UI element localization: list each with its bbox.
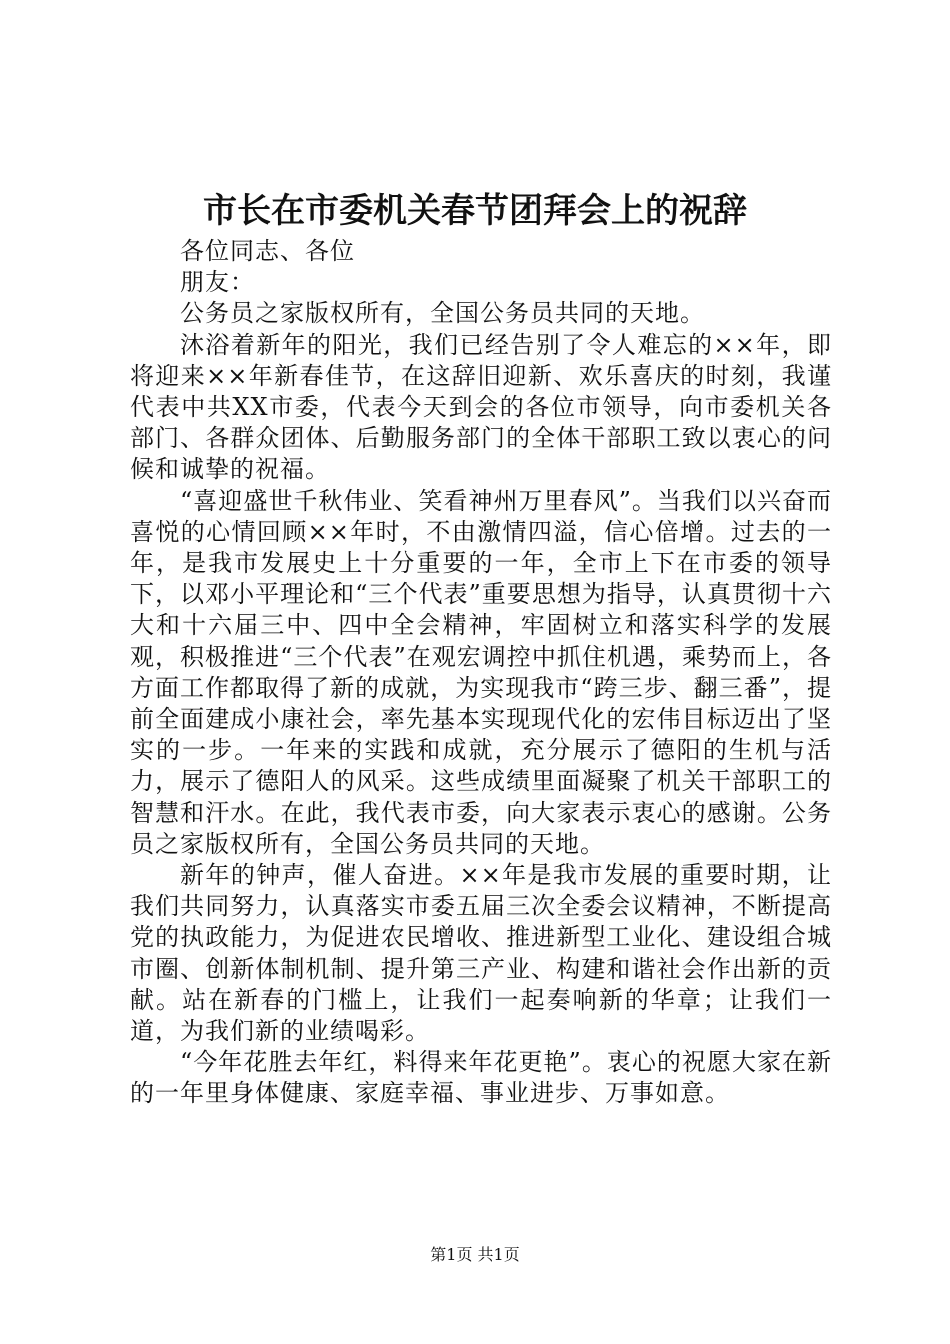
document-body (130, 236, 832, 1110)
salutation-line-1: 各位同志、各位 (180, 237, 355, 265)
body-paragraph: 新年的钟声，催人奋进。××年是我市发展的重要时期，让我们共同努力，认真落实市委五届三次全委会议精神，不断提高党的执政能力，为促进农民增收、推进新型工业化、建设组合城市圈、创新体制机制、提升第三产业、构建和谐社会作出新的贡献。站在新春的门槛上，让我们一起奏响新的华章；让我们一道，为我们新的业绩喝彩。 (130, 861, 832, 1046)
document-title: 市长在市委机关春节团拜会上的祝辞 (203, 191, 747, 231)
page-footer: 第1页 共1页 (430, 1245, 520, 1264)
copyright-note: 公务员之家版权所有，全国公务员共同的天地。 (180, 299, 705, 328)
body-paragraph: “喜迎盛世千秋伟业、笑看神州万里春风”。当我们以兴奋而喜悦的心情回顾××年时，不由激情四溢，信心倍增。过去的一年，是我市发展史上十分重要的一年，全市上下在市委的领导下，以邓小平理论和“三个代表”重要思想为指导，认真贯彻十六大和十六届三中、四中全会精神，牢固树立和落实科学的发展观，积极推进“三个代表”在观宏调控中抓住机遇，乘势而上，各方面工作都取得了新的成就，为实现我市“跨三步、翻三番”，提前全面建成小康社会，率先基本实现现代化的宏伟目标迈出了坚实的一步。一年来的实践和成就，充分展示了德阳的生机与活力，展示了德阳人的风采。这些成绩里面凝聚了机关干部职工的智慧和汗水。在此，我代表市委，向大家表示衷心的感谢。公务员之家版权所有，全国公务员共同的天地。 (130, 486, 832, 858)
salutation-line-2: 朋友： (180, 268, 255, 297)
body-paragraph: “今年花胜去年红，料得来年花更艳”。衷心的祝愿大家在新的一年里身体健康、家庭幸福、事业进步、万事如意。 (130, 1048, 832, 1108)
body-paragraph: 沐浴着新年的阳光，我们已经告别了令人难忘的××年，即将迎来××年新春佳节，在这辞旧迎新、欢乐喜庆的时刻，我谨代表中共XX市委，代表今天到会的各位市领导，向市委机关各部门、各群众团体、后勤服务部门的全体干部职工致以衷心的问候和诚挚的祝福。 (130, 330, 832, 484)
